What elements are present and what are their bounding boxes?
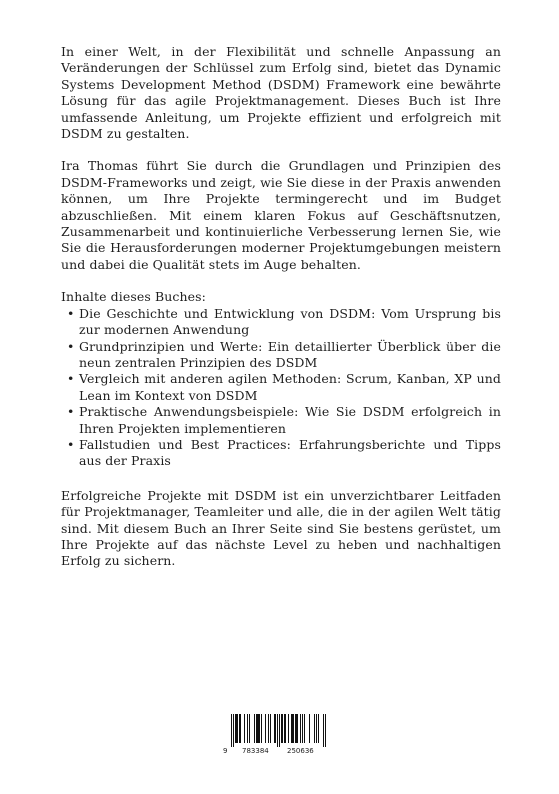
barcode-bar <box>284 714 285 743</box>
list-item <box>61 404 501 437</box>
list-item <box>61 306 501 339</box>
barcode-bar <box>279 714 280 747</box>
barcode-bar <box>258 714 259 743</box>
barcode-first-digit: 9 <box>223 747 228 755</box>
list-item-text: Vergleich mit anderen agilen Methoden: Scrum, Kanban, XP und Lean im Kontext von DSDM <box>79 371 501 403</box>
list-item-text: Fallstudien und Best Practices: Erfahrungsberichte und Tipps aus der Praxis <box>79 436 501 469</box>
bullet-icon: • <box>67 371 75 387</box>
list-item <box>61 339 501 372</box>
barcode-bar <box>300 714 301 743</box>
list-item-text: Praktische Anwendungsbeispiele: Wie Sie DSDM erfolgreich in Ihren Projekten implementieren <box>79 404 501 436</box>
barcode-bar <box>256 714 257 743</box>
barcode-bar <box>270 714 271 743</box>
barcode-bar <box>231 714 232 747</box>
barcode-left-group: 783384 <box>242 747 269 755</box>
barcode-bar <box>323 714 324 747</box>
barcode-bar <box>325 714 326 747</box>
barcode-digits <box>223 747 329 759</box>
contents-heading: Inhalte dieses Buches: <box>61 289 206 305</box>
barcode-bars-icon <box>229 714 329 747</box>
contents-list <box>61 306 501 470</box>
barcode-bar <box>318 714 319 743</box>
list-item <box>61 437 501 470</box>
barcode-bar <box>257 714 258 743</box>
barcode-bar <box>235 714 236 743</box>
barcode-bar <box>309 714 310 743</box>
intro-paragraph-2: Ira Thomas führt Sie durch die Grundlagen und Prinzipien des DSDM-Frameworks und zeigt, wie Sie diese in der Praxis anwenden können, um Ihre Projekte termingerecht und im Budget abzuschließen. Mit einem klaren Fokus auf Geschäftsnutzen, Zusammenarbeit und kontinuierliche Verbesserung lernen Sie, wie Sie die Herausforderungen moderner Projektumgebungen meistern und dabei die Qualität stets im Auge behalten. <box>61 158 501 272</box>
barcode-bar <box>254 714 255 743</box>
barcode-bar <box>236 714 237 743</box>
barcode-bar <box>297 714 298 743</box>
barcode-bar <box>247 714 248 743</box>
list-item-text: Die Geschichte und Entwicklung von DSDM: Vom Ursprung bis zur modernen Anwendung <box>79 305 501 338</box>
barcode-bar <box>259 714 260 743</box>
barcode-bar <box>292 714 293 743</box>
list-item-text: Grundprinzipien und Werte: Ein detaillierter Überblick über die neun zentralen Prinzipien des DSDM <box>79 338 501 370</box>
barcode-bar <box>265 714 266 743</box>
barcode-bar <box>277 714 278 747</box>
barcode-bar <box>244 714 245 743</box>
barcode-bar <box>249 714 250 743</box>
closing-paragraph: Erfolgreiche Projekte mit DSDM ist ein unverzichtbarer Leitfaden für Projektmanager, Teamleiter und alle, die in der agilen Welt tätig sind. Mit diesem Buch an Ihrer Seite sind Sie bestens gerüstet, um Ihre Projekte auf das nächste Level zu heben und nachhaltigen Erfolg zu sichern. <box>61 487 501 569</box>
barcode-bar <box>288 714 289 743</box>
barcode-bar <box>291 714 292 743</box>
intro-paragraph-1: In einer Welt, in der Flexibilität und schnelle Anpassung an Veränderungen der Schlüssel zum Erfolg sind, bietet das Dynamic Systems Development Method (DSDM) Framework eine bewährte Lösung für das agile Projektmanagement. Dieses Buch ist Ihre umfassende Anleitung, um Projekte effizient und erfolgreich mit DSDM zu gestalten. <box>61 44 501 142</box>
barcode-bar <box>233 714 234 747</box>
barcode-bar <box>314 714 315 743</box>
barcode-bar <box>295 714 296 743</box>
barcode-bar <box>240 714 241 743</box>
barcode-bar <box>261 714 262 743</box>
bullet-icon: • <box>67 436 75 452</box>
barcode-bar <box>239 714 240 743</box>
bullet-icon: • <box>67 338 75 354</box>
barcode-bar <box>296 714 297 743</box>
list-item <box>61 371 501 404</box>
barcode-right-group: 250636 <box>287 747 314 755</box>
barcode-bar <box>268 714 269 743</box>
back-cover-text <box>61 44 501 586</box>
barcode-bar <box>293 714 294 743</box>
isbn-barcode <box>223 714 329 759</box>
bullet-icon: • <box>67 305 75 321</box>
barcode-bar <box>302 714 303 743</box>
barcode-bar <box>281 714 282 743</box>
bullet-icon: • <box>67 404 75 420</box>
barcode-bar <box>316 714 317 743</box>
barcode-bar <box>237 714 238 743</box>
barcode-bar <box>285 714 286 743</box>
barcode-bar <box>275 714 276 743</box>
barcode-bar <box>274 714 275 743</box>
barcode-bar <box>304 714 305 743</box>
barcode-bar <box>282 714 283 743</box>
